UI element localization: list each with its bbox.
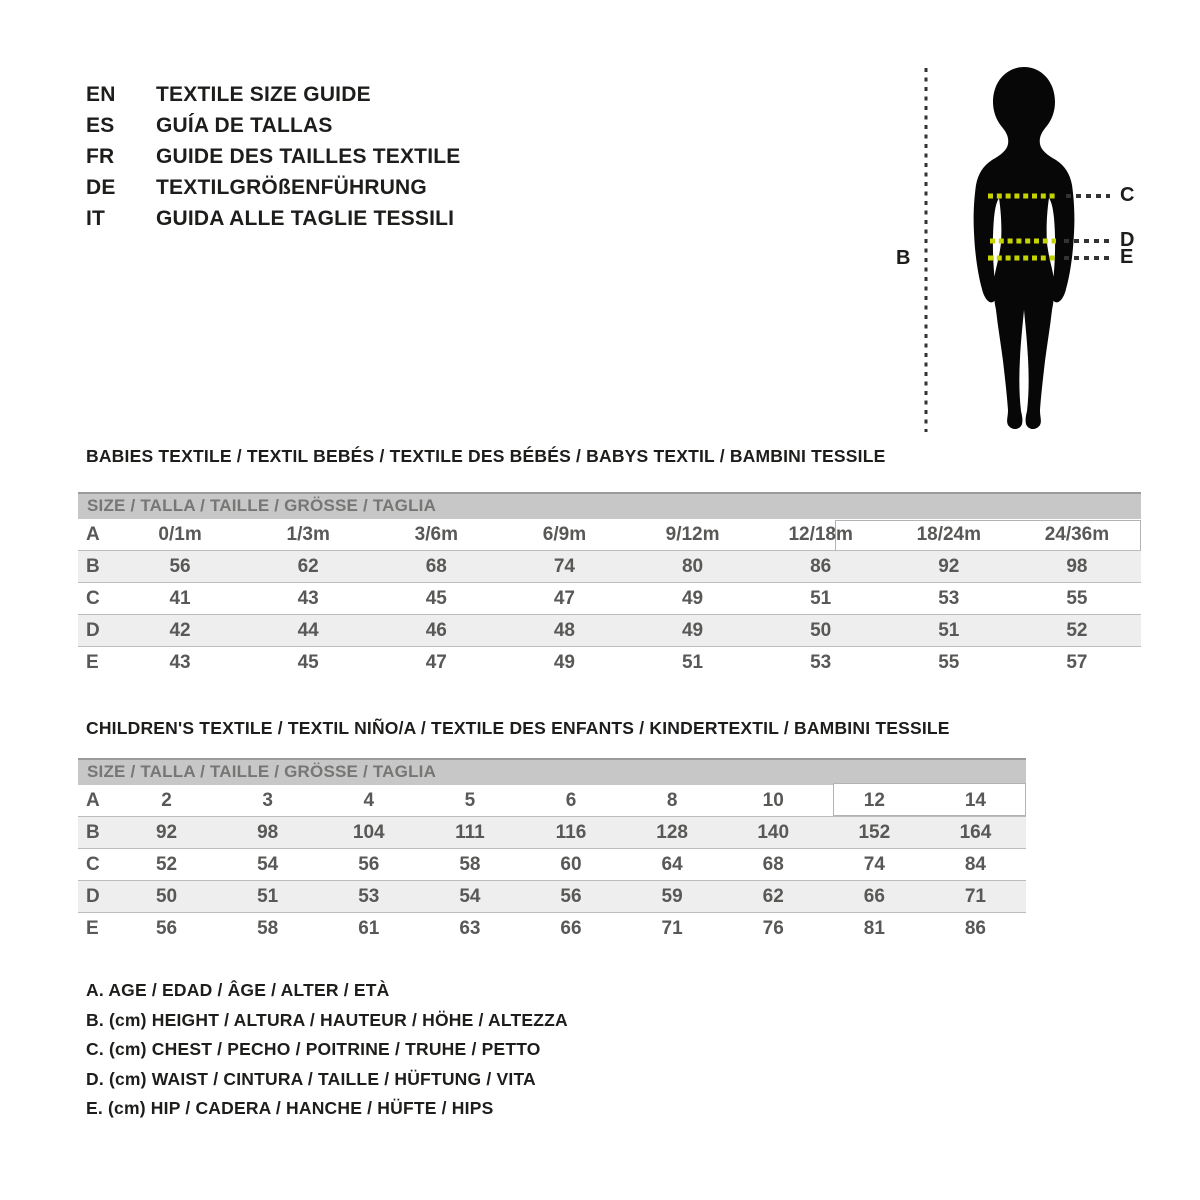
size-cell: 66 [520, 913, 621, 945]
size-cell: 41 [116, 583, 244, 615]
babies-size-table [78, 519, 1141, 678]
size-cell: 54 [217, 849, 318, 881]
size-cell: 46 [372, 615, 500, 647]
size-cell: 4 [363, 789, 375, 811]
size-table-row [78, 913, 1026, 945]
size-table-row [78, 583, 1141, 615]
size-table-row [78, 785, 1026, 817]
size-cell: 1/3m [286, 523, 330, 545]
child-silhouette [974, 67, 1075, 429]
size-cell: 49 [629, 615, 757, 647]
size-cell: 12 [863, 789, 885, 811]
size-cell: 8 [666, 789, 678, 811]
size-cell: 2 [161, 789, 172, 811]
language-code: FR [86, 144, 115, 168]
legend-item-age: A. AGE / EDAD / ÂGE / ALTER / ETÀ [86, 980, 390, 1000]
size-table-row [78, 647, 1141, 679]
row-label: C [78, 583, 116, 615]
row-label: E [78, 647, 116, 679]
size-table-row [78, 551, 1141, 583]
size-cell: 53 [757, 647, 885, 679]
size-cell: 52 [1013, 615, 1141, 647]
size-cell: 86 [757, 551, 885, 583]
size-cell: 80 [629, 551, 757, 583]
child-silhouette-svg [880, 50, 1180, 450]
size-cell: 55 [885, 647, 1013, 679]
chest-label-c: C [1120, 184, 1135, 206]
language-code: IT [86, 206, 106, 230]
size-table-row [78, 615, 1141, 647]
language-title: GUIDE DES TAILLES TEXTILE [156, 144, 461, 168]
size-cell: 50 [116, 881, 217, 913]
legend-item-waist: D. (cm) WAIST / CINTURA / TAILLE / HÜFTUNG / VITA [86, 1068, 536, 1089]
size-cell: 56 [318, 849, 419, 881]
size-cell: 152 [824, 817, 925, 849]
size-cell: 6 [565, 789, 577, 811]
size-cell: 86 [925, 913, 1026, 945]
size-cell: 43 [116, 647, 244, 679]
size-cell: 5 [464, 789, 476, 811]
size-cell: 49 [500, 647, 628, 679]
size-cell: 51 [217, 881, 318, 913]
size-cell: 64 [622, 849, 723, 881]
waist-label-d: D [1120, 229, 1135, 251]
size-table-row [78, 817, 1026, 849]
size-cell: 68 [372, 551, 500, 583]
children-size-table [78, 785, 1026, 944]
size-cell: 51 [629, 647, 757, 679]
size-cell: 81 [824, 913, 925, 945]
size-cell: 104 [318, 817, 419, 849]
row-label: E [78, 913, 116, 945]
size-cell: 49 [629, 583, 757, 615]
size-cell: 58 [419, 849, 520, 881]
size-cell: 56 [116, 913, 217, 945]
babies-size-header-bar: SIZE / TALLA / TAILLE / GRÖSSE / TAGLIA [78, 492, 1141, 519]
size-cell: 98 [217, 817, 318, 849]
language-code: ES [86, 113, 115, 137]
size-cell: 9/12m [665, 523, 720, 545]
size-cell: 68 [723, 849, 824, 881]
size-cell: 76 [723, 913, 824, 945]
size-cell: 12/18m [788, 523, 853, 545]
size-cell: 6/9m [542, 523, 587, 545]
size-cell: 51 [757, 583, 885, 615]
size-cell: 45 [372, 583, 500, 615]
size-cell: 52 [116, 849, 217, 881]
size-cell: 98 [1013, 551, 1141, 583]
language-row [86, 110, 460, 141]
size-cell: 63 [419, 913, 520, 945]
size-table-row [78, 519, 1141, 551]
row-label: B [78, 551, 116, 583]
size-cell: 128 [622, 817, 723, 849]
size-cell: 53 [885, 583, 1013, 615]
child-measurement-figure [880, 50, 1180, 450]
hip-label-e: E [1120, 246, 1134, 268]
row-label: B [78, 817, 116, 849]
size-cell: 92 [885, 551, 1013, 583]
size-cell: 44 [244, 615, 372, 647]
size-cell: 43 [244, 583, 372, 615]
row-label: A [86, 523, 100, 545]
row-label: A [86, 789, 100, 811]
size-cell: 3 [262, 789, 273, 811]
language-title: TEXTILE SIZE GUIDE [156, 82, 371, 106]
size-cell: 50 [757, 615, 885, 647]
size-cell: 59 [622, 881, 723, 913]
language-row [86, 79, 460, 110]
size-cell: 71 [925, 881, 1026, 913]
size-cell: 55 [1013, 583, 1141, 615]
legend-item-height: B. (cm) HEIGHT / ALTURA / HAUTEUR / HÖHE / ALTEZZA [86, 1009, 568, 1030]
language-row [86, 172, 460, 203]
size-cell: 92 [116, 817, 217, 849]
size-cell: 56 [520, 881, 621, 913]
size-cell: 24/36m [1044, 523, 1110, 545]
size-cell: 74 [824, 849, 925, 881]
size-cell: 42 [116, 615, 244, 647]
size-cell: 58 [217, 913, 318, 945]
size-cell: 47 [500, 583, 628, 615]
measurement-legend [86, 976, 568, 1124]
size-cell: 48 [500, 615, 628, 647]
row-label: D [78, 881, 116, 913]
language-guide-header [86, 79, 460, 234]
language-code: EN [86, 82, 116, 106]
size-cell: 57 [1013, 647, 1141, 679]
height-label-b: B [896, 247, 911, 269]
size-cell: 164 [925, 817, 1026, 849]
size-cell: 66 [824, 881, 925, 913]
size-cell: 111 [419, 817, 520, 849]
size-table-row [78, 881, 1026, 913]
size-cell: 60 [520, 849, 621, 881]
children-size-header-bar: SIZE / TALLA / TAILLE / GRÖSSE / TAGLIA [78, 758, 1026, 785]
row-label: C [78, 849, 116, 881]
size-cell: 56 [116, 551, 244, 583]
size-cell: 71 [622, 913, 723, 945]
language-code: DE [86, 175, 116, 199]
language-title: GUÍA DE TALLAS [156, 113, 333, 137]
size-cell: 61 [318, 913, 419, 945]
legend-item-hip: E. (cm) HIP / CADERA / HANCHE / HÜFTE / HIPS [86, 1098, 494, 1119]
size-cell: 51 [885, 615, 1013, 647]
size-cell: 0/1m [158, 523, 202, 545]
size-cell: 47 [372, 647, 500, 679]
size-cell: 62 [244, 551, 372, 583]
language-row [86, 203, 460, 234]
size-cell: 18/24m [916, 523, 982, 545]
size-cell: 116 [520, 817, 621, 849]
legend-item-chest: C. (cm) CHEST / PECHO / POITRINE / TRUHE / PETTO [86, 1039, 541, 1060]
row-label: D [78, 615, 116, 647]
babies-section-heading: BABIES TEXTILE / TEXTIL BEBÉS / TEXTILE DES BÉBÉS / BABYS TEXTIL / BAMBINI TESSILE [86, 446, 886, 466]
language-title: TEXTILGRÖßENFÜHRUNG [156, 175, 427, 199]
size-table-row [78, 849, 1026, 881]
size-cell: 140 [723, 817, 824, 849]
children-section-heading: CHILDREN'S TEXTILE / TEXTIL NIÑO/A / TEXTILE DES ENFANTS / KINDERTEXTIL / BAMBINI TESSILE [86, 718, 950, 738]
size-cell: 14 [964, 789, 986, 811]
language-row [86, 141, 460, 172]
size-cell: 10 [762, 789, 784, 811]
language-title: GUIDA ALLE TAGLIE TESSILI [156, 206, 455, 230]
size-cell: 54 [419, 881, 520, 913]
size-cell: 45 [244, 647, 372, 679]
size-cell: 62 [723, 881, 824, 913]
size-cell: 3/6m [414, 523, 458, 545]
size-cell: 84 [925, 849, 1026, 881]
size-cell: 74 [500, 551, 628, 583]
size-cell: 53 [318, 881, 419, 913]
